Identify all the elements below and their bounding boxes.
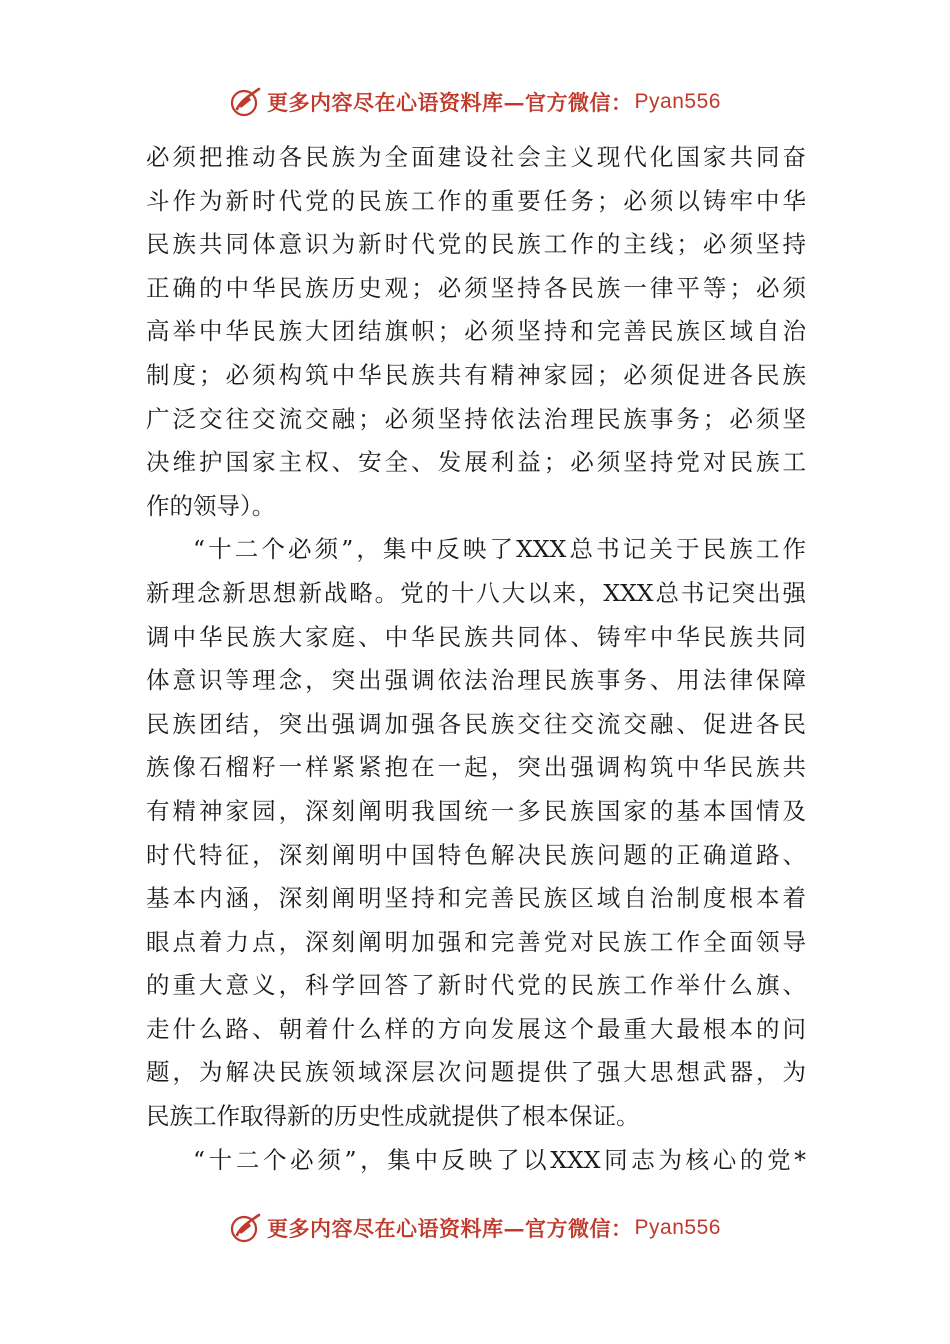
text-line: 正确的中华民族历史观；必须坚持各民族一律平等；必须 (146, 273, 806, 302)
text-line: 民族工作取得新的历史性成就提供了根本保证。 (146, 1102, 640, 1131)
text-line: 时代特征，深刻阐明中国特色解决民族问题的正确道路、 (146, 840, 806, 869)
text-line: “十二个必须”，集中反映了XXX总书记关于民族工作 (193, 535, 806, 564)
text-line: 作的领导）。 (146, 491, 276, 520)
text-line: 题，为解决民族领域深层次问题提供了强大思想武器，为 (146, 1058, 806, 1087)
text-line: 决维护国家主权、安全、发展利益；必须坚持党对民族工 (146, 448, 806, 477)
text-line: 制度；必须构筑中华民族共有精神家园；必须促进各民族 (146, 360, 806, 389)
header-banner-text: 更多内容尽在心语资料库—官方微信： (267, 90, 633, 115)
text-line: 高举中华民族大团结旗帜；必须坚持和完善民族区域自治 (146, 317, 806, 346)
text-line: 广泛交往交流交融；必须坚持依法治理民族事务；必须坚 (146, 404, 806, 433)
text-line: 民族团结，突出强调加强各民族交往交流交融、促进各民 (146, 709, 806, 738)
text-line: “十二个必须”，集中反映了以XXX同志为核心的党* (193, 1145, 806, 1174)
text-line: 体意识等理念，突出强调依法治理民族事务、用法律保障 (146, 666, 806, 695)
text-line: 民族共同体意识为新时代党的民族工作的主线；必须坚持 (146, 230, 806, 259)
text-line: 斗作为新时代党的民族工作的重要任务；必须以铸牢中华 (146, 186, 806, 215)
footer-banner (0, 1208, 950, 1248)
pen-circle-logo-icon (229, 85, 263, 119)
text-line: 有精神家园，深刻阐明我国统一多民族国家的基本国情及 (146, 796, 806, 825)
footer-banner-text: 更多内容尽在心语资料库—官方微信： (267, 1216, 633, 1241)
text-line: 基本内涵，深刻阐明坚持和完善民族区域自治制度根本着 (146, 884, 806, 913)
text-line: 必须把推动各民族为全面建设社会主义现代化国家共同奋 (146, 143, 806, 171)
text-line: 的重大意义，科学回答了新时代党的民族工作举什么旗、 (146, 971, 806, 1000)
header-banner-wechat-id: Pyan556 (634, 90, 721, 113)
document-body (146, 136, 806, 1182)
text-line: 族像石榴籽一样紧紧抱在一起，突出强调构筑中华民族共 (146, 753, 806, 782)
header-banner (0, 82, 950, 122)
text-line: 走什么路、朝着什么样的方向发展这个最重大最根本的问 (146, 1014, 806, 1043)
text-line: 调中华民族大家庭、中华民族共同体、铸牢中华民族共同 (146, 622, 806, 651)
pen-circle-logo-icon (229, 1211, 263, 1245)
text-line: 眼点着力点，深刻阐明加强和完善党对民族工作全面领导 (146, 927, 806, 956)
footer-banner-wechat-id: Pyan556 (634, 1216, 721, 1239)
text-line: 新理念新思想新战略。党的十八大以来，XXX总书记突出强 (146, 578, 806, 607)
